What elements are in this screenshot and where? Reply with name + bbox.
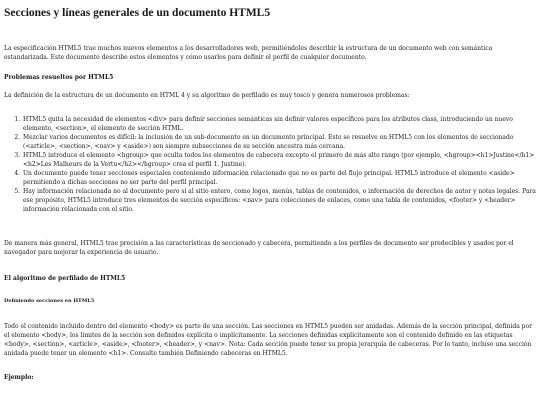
general-paragraph: De manera más general, HTML5 trae precisión a las características de seccionado y cabecera, permitiendo a los perfiles de documento ser predecibles y usados por el navegador para mejorar la experiencia de usuario. (4, 240, 514, 256)
list-item: 5. Hay información relacionada no al documento pero sí al sitio entero, como logos, menús, tablas de contenidos, o información de derechos de autor y notas legales. Para ese propósito, HTML5 introduce tres elementos de sección específicos: <nav> para colecciones de enlaces, como una tabla de contenidos, <footer> y <header> información relacionada con el sitio. (22, 187, 536, 214)
sections-subheading: Definiendo secciones en HTML5 (4, 298, 95, 304)
list-item: 4. Un documento puede tener secciones especiales conteniendo información relacionado que no es parte del flujo principal. HTML5 introduce el elemento <aside> permitiendo a dichas secciones no ser parte del perfil principal. (22, 169, 536, 187)
problems-intro-paragraph: La definición de la estructura de un documento en HTML 4 y su algoritmo de perfilado es muy tosco y genera numerosos problemas: (4, 92, 410, 99)
intro-paragraph: La especificación HTML5 trae muchos nuevos elementos a los desarrolladores web, permitiéndoles describir la estructura de un documento web con semántica estandarizada. Este documento describe estos elementos y cómo usarlos para definir el perfil de cualquier documento. (4, 45, 493, 61)
list-item: 2. Mezclar varios documentos es difícil: la inclusión de un sub-documento en un documento principal. Esto se resuelve en HTML5 con los elementos de seccionado (<article>, <section>, <nav> y <aside>) son siempre subsecciones de su sección ancestra más cercana. (22, 133, 536, 151)
page-title: Secciones y líneas generales de un documento HTML5 (4, 7, 271, 19)
algorithm-heading: El algoritmo de perfilado de HTML5 (4, 275, 126, 282)
list-item: 1. HTML5 quita la necesidad de elementos <div> para definir secciones semánticas sin definir valores específicos para los atributos class, introduciendo un nuevo elemento, <section>, el elemento de sección HTML. (22, 115, 536, 133)
problems-heading: Problemas resueltos por HTML5 (4, 74, 114, 81)
sections-paragraph: Todo el contenido incluido dentro del elemento <body> es parte de una sección. Las secciones en HTML5 pueden ser anidadas. Además de la sección principal, definida por el elemento <body>, los límites de la sección son definidos explícita o implícitamente. La secciones definidas explícitamente son el contenido definido en las etiquetas <body>, <section>, <article>, <aside>, <footer>, <header>, y <nav>. Nota: Cada sección puede tener su propia jerarquía de cabeceras. Por lo tanto, incluso una sección anidada puede tener un elemento <h1>. Consulte también Definiendo cabeceras en HTML5. (4, 323, 533, 357)
example-heading: Ejemplo: (4, 374, 34, 381)
list-item: 3. HTML5 introduce el elemento <hgroup> que oculta todos los elementos de cabecera excepto el primero de más alto rango (por ejemplo, <hgroup><h1>Justine</h1><h2>Les Malheurs de la Vertu</h2></hgroup> crea el perfil 1. Justine). (22, 151, 536, 169)
problems-list (4, 115, 536, 214)
